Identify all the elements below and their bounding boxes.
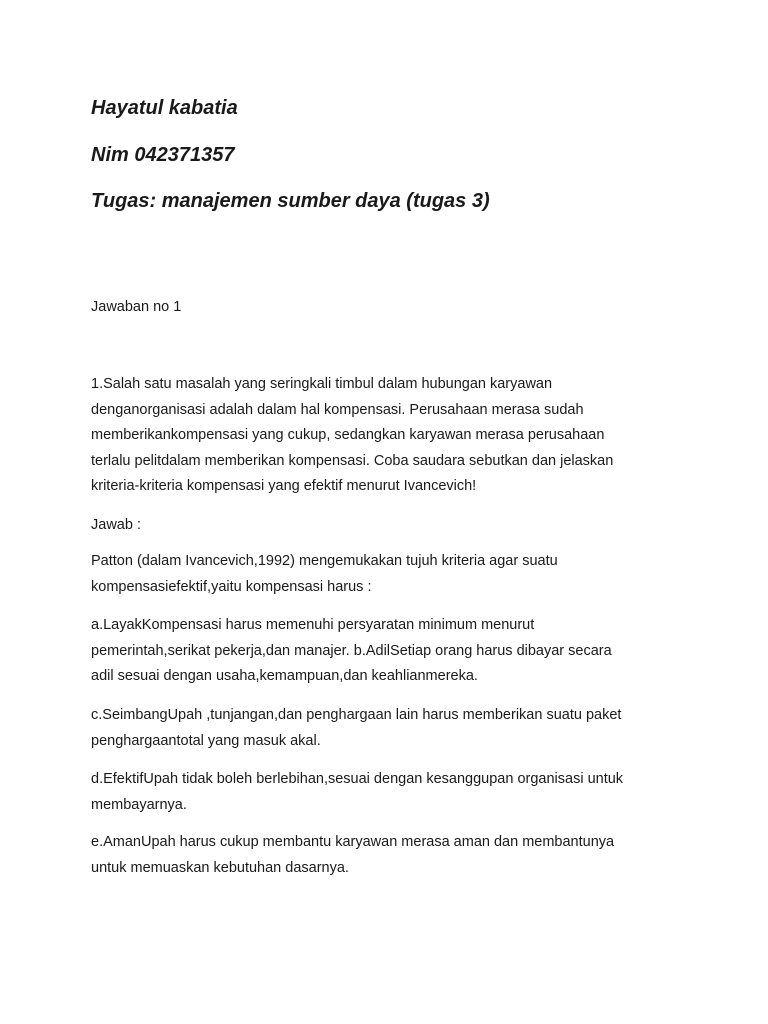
intro-line: Patton (dalam Ivancevich,1992) mengemukakan tujuh kriteria agar suatu xyxy=(91,553,558,569)
criteria-item-d xyxy=(91,767,691,818)
author-name: Hayatul kabatia xyxy=(91,97,238,119)
question-line: kriteria-kriteria kompensasi yang efektif menurut Ivancevich! xyxy=(91,478,477,494)
question-line: denganorganisasi adalah dalam hal kompensasi. Perusahaan merasa sudah xyxy=(91,401,584,418)
student-id: Nim 042371357 xyxy=(91,144,235,166)
criteria-line: penghargaantotal yang masuk akal. xyxy=(91,732,321,749)
intro-paragraph xyxy=(91,549,691,600)
criteria-line: d.EfektifUpah tidak boleh berlebihan,sesuai dengan kesanggupan organisasi untuk xyxy=(91,771,624,787)
question-paragraph xyxy=(91,372,691,500)
criteria-line: pemerintah,serikat pekerja,dan manajer. b.AdilSetiap orang harus dibayar secara xyxy=(91,642,612,659)
section-label: Jawaban no 1 xyxy=(91,299,182,315)
criteria-line: e.AmanUpah harus cukup membantu karyawan merasa aman dan membantunya xyxy=(91,834,615,850)
question-line: 1.Salah satu masalah yang seringkali timbul dalam hubungan karyawan xyxy=(91,376,553,392)
criteria-line: c.SeimbangUpah ,tunjangan,dan penghargaan lain harus memberikan suatu paket xyxy=(91,707,622,723)
criteria-line: adil sesuai dengan usaha,kemampuan,dan keahlianmereka. xyxy=(91,668,478,684)
question-line: terlalu pelitdalam memberikan kompensasi. Coba saudara sebutkan dan jelaskan xyxy=(91,452,614,469)
criteria-item-a xyxy=(91,613,691,690)
assignment-title: Tugas: manajemen sumber daya (tugas 3) xyxy=(91,190,490,212)
answer-label: Jawab : xyxy=(91,517,141,533)
criteria-line: a.LayakKompensasi harus memenuhi persyaratan minimum menurut xyxy=(91,617,535,633)
intro-line: kompensasiefektif,yaitu kompensasi harus : xyxy=(91,578,372,595)
criteria-line: membayarnya. xyxy=(91,796,187,813)
criteria-item-e xyxy=(91,830,691,881)
question-line: memberikankompensasi yang cukup, sedangkan karyawan merasa perusahaan xyxy=(91,427,605,443)
criteria-line: untuk memuaskan kebutuhan dasarnya. xyxy=(91,859,349,876)
criteria-item-c xyxy=(91,703,691,754)
